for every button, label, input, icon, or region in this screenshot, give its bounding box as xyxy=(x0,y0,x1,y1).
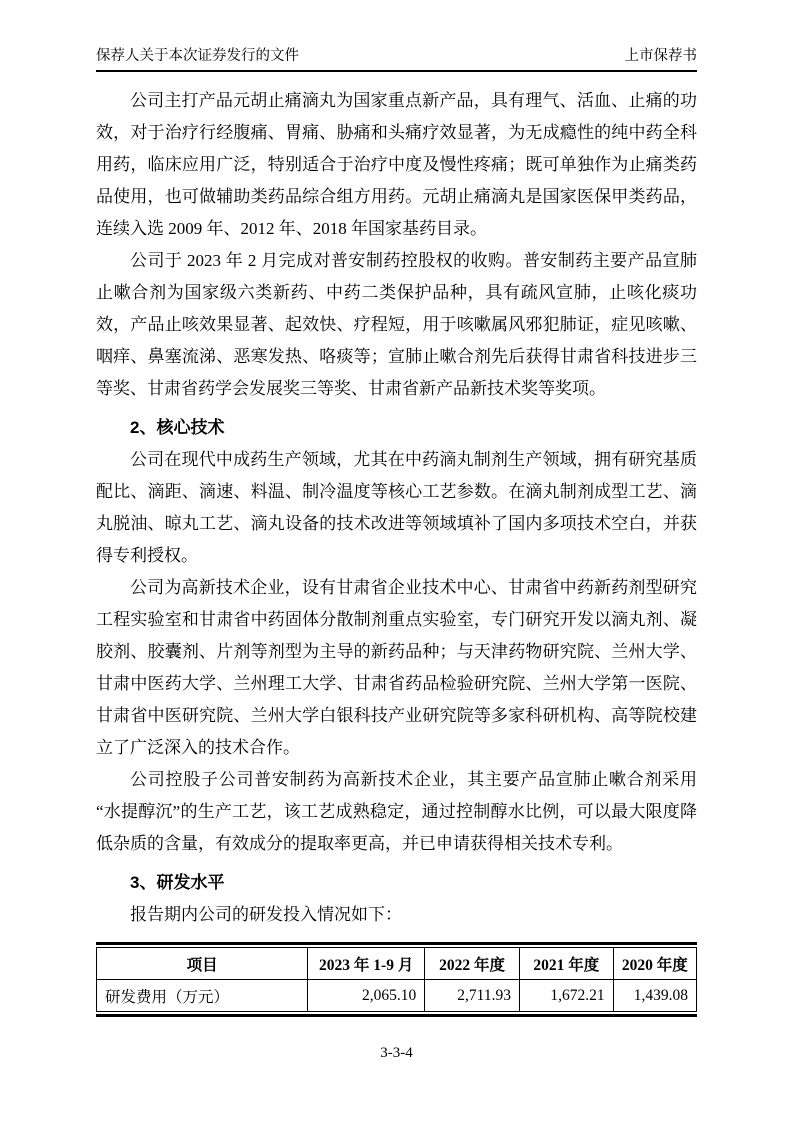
col-header-item: 项目 xyxy=(97,948,308,980)
col-header-2022: 2022 年度 xyxy=(425,948,520,980)
rd-expense-table xyxy=(96,947,697,1012)
value-2023: 2,065.10 xyxy=(308,980,425,1012)
section-heading-core-tech: 2、核心技术 xyxy=(130,418,225,437)
rd-expense-table-wrapper xyxy=(96,942,697,1017)
value-2021: 1,672.21 xyxy=(519,980,613,1012)
col-header-2021: 2021 年度 xyxy=(519,948,613,980)
header-left-title: 保荐人关于本次证券发行的文件 xyxy=(96,48,299,64)
running-header xyxy=(96,0,697,72)
body-paragraph: 公司控股子公司普安制药为高新技术企业，其主要产品宣肺止嗽合剂采用“水提醇沉”的生产工艺，该工艺成熟稳定，通过控制醇水比例，可以最大限度降低杂质的含量，有效成分的提取率更高，并已申请获得相关技术专利。 xyxy=(96,770,697,853)
value-2020: 1,439.08 xyxy=(613,980,696,1012)
header-right-title: 上市保荐书 xyxy=(624,48,697,64)
section-heading-rd-level: 3、研发水平 xyxy=(130,873,225,892)
col-header-2023: 2023 年 1-9 月 xyxy=(308,948,425,980)
table-header-row xyxy=(97,948,697,980)
table-row xyxy=(97,980,697,1012)
body-paragraph: 公司在现代中成药生产领域，尤其在中药滴丸制剂生产领域，拥有研究基质配比、滴距、滴速、料温、制冷温度等核心工艺参数。在滴丸制剂成型工艺、滴丸脱油、晾丸工艺、滴丸设备的技术改进等领域填补了国内多项技术空白，并获得专利授权。 xyxy=(96,450,697,565)
document-body xyxy=(96,85,697,1017)
page-number: 3-3-4 xyxy=(380,1045,413,1061)
row-label-rd-expense: 研发费用（万元） xyxy=(97,980,308,1012)
table-intro-paragraph: 报告期内公司的研发投入情况如下： xyxy=(130,905,402,924)
body-paragraph: 公司于 2023 年 2 月完成对普安制药控股权的收购。普安制药主要产品宣肺止嗽合剂为国家级六类新药、中药二类保护品种，具有疏风宣肺，止咳化痰功效，产品止咳效果显著、起效快、疗程短，用于咳嗽属风邪犯肺证，症见咳嗽、咽痒、鼻塞流涕、恶寒发热、咯痰等；宣肺止嗽合剂先后获得甘肃省科技进步三等奖、甘肃省药学会发展奖三等奖、甘肃省新产品新技术奖等奖项。 xyxy=(96,251,697,398)
value-2022: 2,711.93 xyxy=(425,980,520,1012)
body-paragraph: 公司主打产品元胡止痛滴丸为国家重点新产品，具有理气、活血、止痛的功效，对于治疗行经腹痛、胃痛、胁痛和头痛疗效显著，为无成瘾性的纯中药全科用药，临床应用广泛，特别适合于治疗中度及慢性疼痛；既可单独作为止痛类药品使用，也可做辅助类药品综合组方用药。元胡止痛滴丸是国家医保甲类药品，连续入选 2009 年、2012 年、2018 年国家基药目录。 xyxy=(96,91,697,238)
body-paragraph: 公司为高新技术企业，设有甘肃省企业技术中心、甘肃省中药新药剂型研究工程实验室和甘肃省中药固体分散制剂重点实验室，专门研究开发以滴丸剂、凝胶剂、胶囊剂、片剂等剂型为主导的新药品种；与天津药物研究院、兰州大学、甘肃中医药大学、兰州理工大学、甘肃省药品检验研究院、兰州大学第一医院、甘肃省中医研究院、兰州大学白银科技产业研究院等多家科研机构、高等院校建立了广泛深入的技术合作。 xyxy=(96,578,697,757)
col-header-2020: 2020 年度 xyxy=(613,948,696,980)
